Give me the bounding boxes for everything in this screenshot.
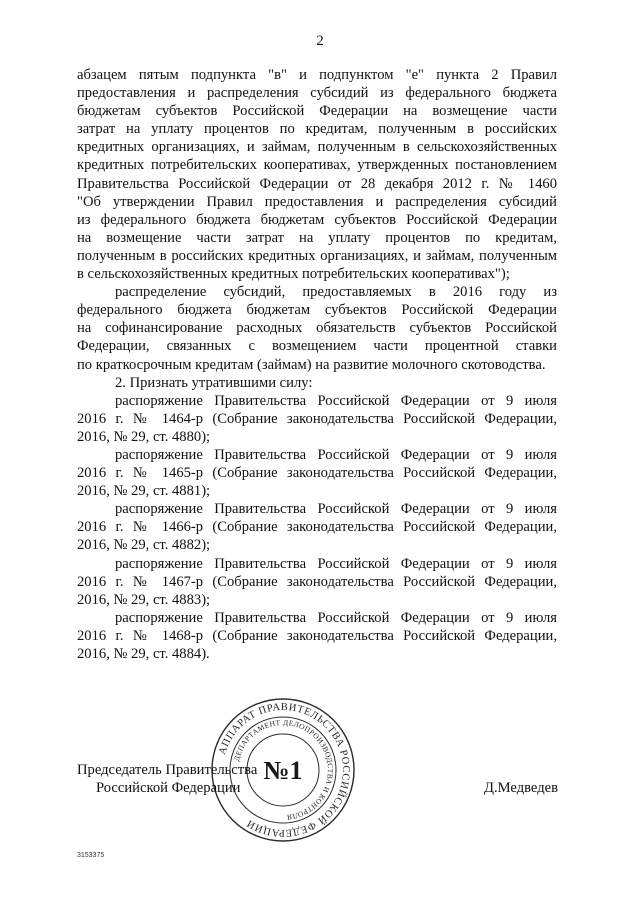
stamp-inner-text: ДЕПАРТАМЕНТ ДЕЛОПРОИЗВОДСТВА И КОНТРОЛЯ [231,717,336,822]
text-line: на возмещение части затрат на уплату процентов по кредитам, [77,229,557,246]
text-line: абзацем пятым подпункта "в" и подпунктом "е" пункта 2 Правил [77,67,557,83]
signature-title-line2: Российской Федерации [96,780,241,796]
text-line: федерального бюджета бюджетам субъектов Российской Федерации [77,302,557,319]
text-line: распоряжение Правительства Российской Федерации от 9 июля [115,501,557,518]
text-line: бюджетам субъектов Российской Федерации на возмещение части [77,103,557,120]
text-line: 2016 г. № 1465-р (Собрание законодательства Российской Федерации, [77,465,557,482]
text-line: в сельскохозяйственных кредитных потребительских кооперативах"); [77,266,510,283]
document-body [77,66,557,663]
text-line: полученным в российских кредитных организациях, и займам, полученным [77,247,557,264]
text-line: 2016 г. № 1467-р (Собрание законодательства Российской Федерации, [77,573,557,590]
repeal-item [77,392,557,446]
text-line: Правительства Российской Федерации от 28 декабря 2012 г. № 1460 [77,175,557,192]
text-line: 2016 г. № 1464-р (Собрание законодательства Российской Федерации, [77,410,557,427]
text-line: Федерации, связанных с возмещением части процентной ставки [77,338,557,355]
stamp-number: №1 [263,756,303,785]
text-line: из федерального бюджета бюджетам субъектов Российской Федерации [77,211,557,228]
text-line: 2016, № 29, ст. 4883); [77,591,211,608]
repeal-item [77,500,557,554]
text-line: предоставления и распределения субсидий из федерального бюджета [77,85,557,102]
text-line: кредитных потребительских кооперативах, утвержденных постановлением [77,157,557,174]
document-id: 3153375 [77,852,105,859]
signature-name: Д.Медведев [484,780,558,796]
signature-title-line1: Председатель Правительства [77,762,258,778]
page-number: 2 [316,33,324,49]
text-line: 2016, № 29, ст. 4880); [77,428,211,445]
text-line: 2016 г. № 1468-р (Собрание законодательства Российской Федерации, [77,627,557,644]
text-line: на софинансирование расходных обязательств субъектов Российской [77,320,557,337]
text-line: 2016, № 29, ст. 4882); [77,537,211,554]
paragraph-distribution [77,283,557,373]
text-line: 2. Признать утратившими силу: [115,374,313,391]
text-line: распоряжение Правительства Российской Федерации от 9 июля [115,392,557,409]
repeal-item [77,446,557,500]
text-line: 2016, № 29, ст. 4884). [77,646,210,662]
text-line: распоряжение Правительства Российской Федерации от 9 июля [115,609,557,626]
text-line: кредитных организациях, и займам, полученным в сельскохозяйственных [77,139,557,156]
paragraph-continuation [77,66,557,283]
text-line: распоряжение Правительства Российской Федерации от 9 июля [115,555,557,572]
stamp-outer-text: АППАРАТ ПРАВИТЕЛЬСТВА РОССИЙСКОЙ ФЕДЕРАЦИИ [217,701,352,839]
text-line: по краткосрочным кредитам (займам) на развитие молочного скотоводства. [77,356,546,373]
text-line: распределение субсидий, предоставляемых в 2016 году из [115,284,557,301]
text-line: 2016, № 29, ст. 4881); [77,483,211,500]
item-2-heading [77,374,557,392]
repeal-item [77,609,557,663]
text-line: "Об утверждении Правил предоставления и распределения субсидий [77,193,557,210]
text-line: затрат на уплату процентов по кредитам, полученным в российских [77,121,557,138]
text-line: 2016 г. № 1466-р (Собрание законодательства Российской Федерации, [77,519,557,536]
text-line: распоряжение Правительства Российской Федерации от 9 июля [115,446,557,463]
repeal-item [77,555,557,609]
